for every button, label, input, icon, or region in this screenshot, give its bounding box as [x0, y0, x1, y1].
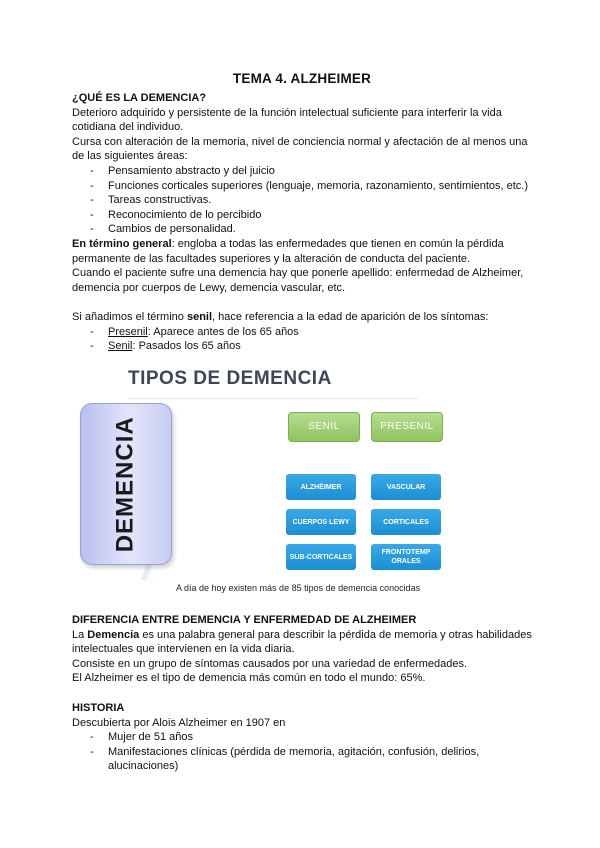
paragraph: [72, 310, 532, 325]
historia-list: [72, 730, 532, 774]
paragraph: Descubierta por Alois Alzheimer en 1907 en: [72, 716, 286, 729]
type-box-vascular: VASCULAR: [371, 474, 441, 500]
areas-list: [72, 164, 532, 237]
paragraph: [72, 237, 532, 266]
paragraph-text: Si añadimos el término: [72, 310, 187, 323]
type-box-frontotemporales: FRONTOTEMP ORALES: [371, 544, 441, 570]
paragraph: El Alzheimer es el tipo de demencia más común en todo el mundo: 65%.: [72, 672, 426, 685]
section-diferencia: [72, 613, 532, 686]
section-historia: [72, 701, 532, 774]
section-heading: ¿QUÉ ES LA DEMENCIA?: [72, 92, 207, 104]
type-box-cuerpos-lewy: CUERPOS LEWY: [286, 509, 356, 535]
paragraph-text: La: [72, 628, 88, 641]
onset-text: : Aparece antes de los 65 años: [147, 325, 299, 338]
tipos-demencia-diagram: [78, 368, 434, 598]
paragraph: Consiste en un grupo de síntomas causados por una variedad de enfermedades.: [72, 657, 468, 670]
list-item: - Pensamiento abstracto y del juicio: [72, 164, 532, 179]
type-box-corticales: CORTICALES: [371, 509, 441, 535]
onset-list: [72, 325, 532, 354]
type-box-subcorticales: SUB-CORTICALES: [286, 544, 356, 570]
paragraph: Deterioro adquirido y persistente de la función intelectual suficiente para interferir la vida cotidiana del individuo.: [72, 106, 502, 134]
diagram-title: TIPOS DE DEMENCIA: [128, 368, 332, 389]
list-item: - Cambios de personalidad.: [72, 222, 532, 237]
bold-term: En término general: [72, 237, 172, 250]
section-heading: DIFERENCIA ENTRE DEMENCIA Y ENFERMEDAD DE ALZHEIMER: [72, 614, 417, 626]
list-item: - Funciones corticales superiores (lenguaje, memoria, razonamiento, sentimientos, etc.): [72, 179, 532, 194]
list-item: [72, 339, 532, 354]
demencia-label: DEMENCIA: [111, 415, 139, 553]
list-item: - Mujer de 51 años: [72, 730, 532, 745]
paragraph: Cuando el paciente sufre una demencia hay que ponerle apellido: enfermedad de Alzheimer, demencia por cuerpos de Lewy, demencia vascular, etc.: [72, 267, 524, 294]
bold-term: Demencia: [87, 628, 140, 641]
list-item: [72, 325, 532, 340]
spacer: [72, 295, 532, 310]
paragraph-text: , hace referencia a la edad de aparición de los síntomas:: [212, 310, 489, 323]
list-item: - Manifestaciones clínicas (pérdida de memoria, agitación, confusión, delirios, alucinaciones): [72, 745, 532, 774]
section-heading: HISTORIA: [72, 702, 125, 714]
bold-term: senil: [186, 310, 213, 323]
divider: [128, 398, 418, 399]
type-box-alzheimer: ALZHÉIMER: [286, 474, 356, 500]
presenil-box: PRESENIL: [371, 412, 443, 442]
list-item: - Tareas constructivas.: [72, 193, 532, 208]
paragraph: [72, 628, 532, 657]
onset-label: Presenil: [108, 325, 148, 338]
diagram-caption: A día de hoy existen más de 85 tipos de demencia conocidas: [176, 583, 421, 593]
onset-label: Senil: [108, 340, 133, 353]
list-item: - Reconocimiento de lo percibido: [72, 208, 532, 223]
section-que-es: [72, 91, 532, 354]
paragraph-text: : engloba a todas las enfermedades que tienen en común la pérdida permanente de las facultades superiores y la alteración de conducta del paciente.: [72, 237, 504, 265]
demencia-box: [80, 403, 172, 565]
paragraph-text: es una palabra general para describir la pérdida de memoria y otras habilidades intelectuales que intervienen en la vida diaria.: [72, 628, 532, 656]
onset-text: : Pasados los 65 años: [132, 340, 241, 353]
paragraph: Cursa con alteración de la memoria, nivel de conciencia normal y afectación de al menos una de las siguientes áreas:: [72, 135, 528, 163]
page-title: TEMA 4. ALZHEIMER: [232, 71, 372, 86]
senil-box: SENIL: [288, 412, 360, 442]
